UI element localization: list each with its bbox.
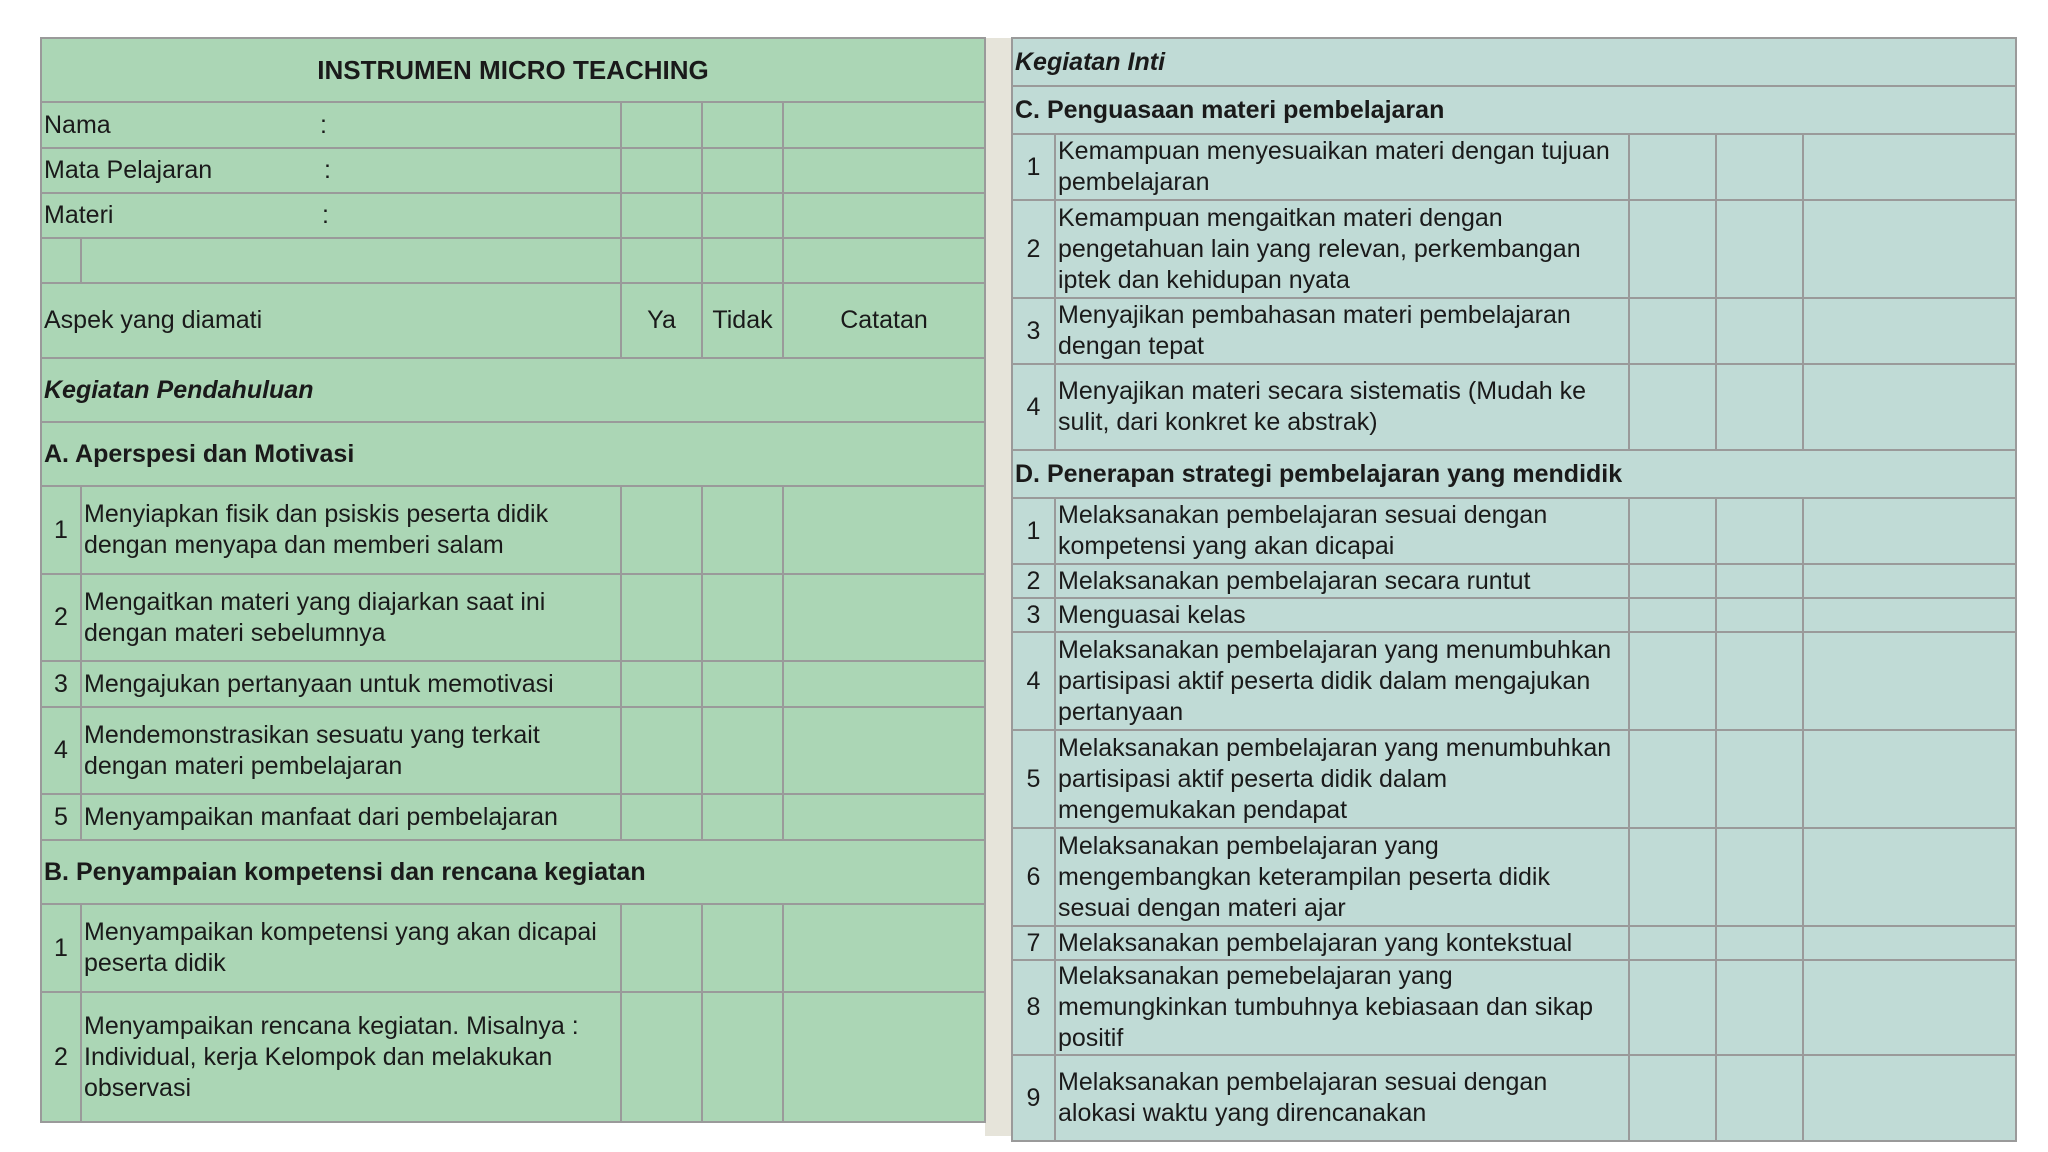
table-row	[1012, 134, 2016, 200]
item-number: 3	[1012, 298, 1055, 364]
checkbox-yes[interactable]	[621, 794, 702, 840]
checkbox-no[interactable]	[1716, 598, 1803, 632]
empty-cell	[783, 238, 985, 283]
table-row	[1012, 498, 2016, 564]
checkbox-yes[interactable]	[621, 904, 702, 992]
checkbox-yes[interactable]	[621, 992, 702, 1122]
opening-heading: Kegiatan Pendahuluan	[41, 358, 985, 422]
notes-cell[interactable]	[1803, 498, 2016, 564]
item-text: Melaksanakan pembelajaran sesuai dengan kompetensi yang akan dicapai	[1055, 498, 1629, 564]
checkbox-yes[interactable]	[621, 574, 702, 661]
notes-cell[interactable]	[783, 992, 985, 1122]
checkbox-yes[interactable]	[1629, 498, 1716, 564]
item-text: Melaksanakan pembelajaran yang menumbuhkan partisipasi aktif peserta didik dalam mengajukan pertanyaan	[1055, 632, 1629, 730]
checkbox-no[interactable]	[702, 661, 783, 707]
item-text: Menyampaikan rencana kegiatan. Misalnya : Individual, kerja Kelompok dan melakukan observasi	[81, 992, 621, 1122]
section-b-title: B. Penyampaian kompetensi dan rencana kegiatan	[41, 840, 985, 904]
header-notes: Catatan	[783, 283, 985, 358]
notes-cell[interactable]	[783, 661, 985, 707]
notes-cell[interactable]	[1803, 364, 2016, 450]
checkbox-no[interactable]	[702, 794, 783, 840]
section-b-row	[41, 840, 985, 904]
item-number: 6	[1012, 828, 1055, 926]
checkbox-no[interactable]	[702, 707, 783, 794]
identity-label: Nama	[44, 110, 111, 139]
identity-label: Materi	[44, 201, 114, 229]
notes-cell[interactable]	[1803, 632, 2016, 730]
checkbox-yes[interactable]	[1629, 364, 1716, 450]
instrument-table-right	[1011, 37, 2017, 1142]
item-number: 4	[1012, 364, 1055, 450]
checkbox-yes[interactable]	[1629, 730, 1716, 828]
notes-cell[interactable]	[783, 904, 985, 992]
table-row	[41, 794, 985, 840]
heading-row	[1012, 38, 2016, 86]
checkbox-no[interactable]	[1716, 632, 1803, 730]
item-number: 1	[1012, 498, 1055, 564]
item-text: Melaksanakan pembelajaran yang menumbuhkan partisipasi aktif peserta didik dalam mengemukakan pendapat	[1055, 730, 1629, 828]
checkbox-no[interactable]	[702, 992, 783, 1122]
notes-cell[interactable]	[1803, 1055, 2016, 1141]
checkbox-no[interactable]	[1716, 730, 1803, 828]
table-row	[1012, 960, 2016, 1055]
item-number: 4	[41, 707, 81, 794]
empty-cell[interactable]	[702, 148, 783, 193]
identity-name-cell[interactable]	[41, 102, 621, 148]
empty-cell[interactable]	[702, 193, 783, 238]
notes-cell[interactable]	[783, 486, 985, 574]
item-number: 3	[1012, 598, 1055, 632]
item-text: Menyajikan pembahasan materi pembelajaran dengan tepat	[1055, 298, 1629, 364]
notes-cell[interactable]	[1803, 730, 2016, 828]
table-row	[1012, 564, 2016, 598]
checkbox-yes[interactable]	[1629, 1055, 1716, 1141]
item-number: 5	[1012, 730, 1055, 828]
checkbox-no[interactable]	[1716, 1055, 1803, 1141]
item-number: 3	[41, 661, 81, 707]
checkbox-no[interactable]	[702, 904, 783, 992]
item-text: Menyiapkan fisik dan psiskis peserta didik dengan menyapa dan memberi salam	[81, 486, 621, 574]
checkbox-yes[interactable]	[1629, 564, 1716, 598]
title-row	[41, 38, 985, 102]
empty-cell	[41, 238, 81, 283]
table-row	[41, 992, 985, 1122]
checkbox-no[interactable]	[1716, 960, 1803, 1055]
checkbox-yes[interactable]	[1629, 134, 1716, 200]
identity-label: Mata Pelajaran	[44, 156, 213, 184]
table-row	[1012, 926, 2016, 960]
checkbox-no[interactable]	[1716, 926, 1803, 960]
checkbox-no[interactable]	[1716, 364, 1803, 450]
item-text: Melaksanakan pembelajaran yang mengembangkan keterampilan peserta didik sesuai dengan materi ajar	[1055, 828, 1629, 926]
checkbox-yes[interactable]	[1629, 960, 1716, 1055]
table-row	[41, 661, 985, 707]
checkbox-yes[interactable]	[1629, 926, 1716, 960]
checkbox-yes[interactable]	[621, 707, 702, 794]
item-number: 5	[41, 794, 81, 840]
header-yes: Ya	[621, 283, 702, 358]
empty-cell	[81, 238, 621, 283]
item-text: Menyajikan materi secara sistematis (Mudah ke sulit, dari konkret ke abstrak)	[1055, 364, 1629, 450]
item-number: 4	[1012, 632, 1055, 730]
empty-cell[interactable]	[621, 102, 702, 148]
table-row	[1012, 1055, 2016, 1141]
empty-cell[interactable]	[783, 193, 985, 238]
item-text: Menyampaikan kompetensi yang akan dicapai peserta didik	[81, 904, 621, 992]
item-number: 9	[1012, 1055, 1055, 1141]
item-text: Menguasai kelas	[1055, 598, 1629, 632]
notes-cell[interactable]	[1803, 598, 2016, 632]
column-header-row	[41, 283, 985, 358]
item-number: 1	[41, 904, 81, 992]
table-row	[41, 707, 985, 794]
table-row	[1012, 730, 2016, 828]
identity-separator: :	[324, 156, 331, 184]
item-text: Mengaitkan materi yang diajarkan saat ini dengan materi sebelumnya	[81, 574, 621, 661]
identity-subject-cell[interactable]	[41, 148, 621, 193]
notes-cell[interactable]	[783, 574, 985, 661]
notes-cell[interactable]	[1803, 960, 2016, 1055]
identity-separator: :	[320, 110, 327, 139]
checkbox-no[interactable]	[702, 486, 783, 574]
table-row	[41, 904, 985, 992]
table-row	[1012, 828, 2016, 926]
table-row	[1012, 598, 2016, 632]
item-number: 1	[1012, 134, 1055, 200]
table-row	[1012, 364, 2016, 450]
empty-cell	[621, 238, 702, 283]
empty-cell[interactable]	[702, 102, 783, 148]
item-number: 1	[41, 486, 81, 574]
section-d-title: D. Penerapan strategi pembelajaran yang mendidik	[1012, 450, 2016, 498]
item-text: Melaksanakan pemebelajaran yang memungkinkan tumbuhnya kebiasaan dan sikap positif	[1055, 960, 1629, 1055]
checkbox-yes[interactable]	[1629, 632, 1716, 730]
checkbox-yes[interactable]	[621, 486, 702, 574]
blank-row	[41, 238, 985, 283]
notes-cell[interactable]	[783, 707, 985, 794]
notes-cell[interactable]	[1803, 564, 2016, 598]
item-number: 2	[41, 574, 81, 661]
checkbox-no[interactable]	[1716, 828, 1803, 926]
checkbox-no[interactable]	[1716, 498, 1803, 564]
table-row	[41, 486, 985, 574]
checkbox-no[interactable]	[1716, 134, 1803, 200]
table-row	[41, 574, 985, 661]
table-row	[1012, 632, 2016, 730]
section-c-row	[1012, 86, 2016, 134]
identity-row-nama	[41, 102, 985, 148]
identity-row-mapel	[41, 148, 985, 193]
section-a-row	[41, 422, 985, 486]
item-number: 7	[1012, 926, 1055, 960]
checkbox-yes[interactable]	[1629, 828, 1716, 926]
checkbox-no[interactable]	[1716, 564, 1803, 598]
item-text: Melaksanakan pembelajaran sesuai dengan alokasi waktu yang direncanakan	[1055, 1055, 1629, 1141]
item-text: Mengajukan pertanyaan untuk memotivasi	[81, 661, 621, 707]
section-d-row	[1012, 450, 2016, 498]
item-text: Mendemonstrasikan sesuatu yang terkait dengan materi pembelajaran	[81, 707, 621, 794]
checkbox-no[interactable]	[1716, 200, 1803, 298]
checkbox-yes[interactable]	[1629, 598, 1716, 632]
empty-cell[interactable]	[621, 148, 702, 193]
item-text: Melaksanakan pembelajaran secara runtut	[1055, 564, 1629, 598]
empty-cell[interactable]	[621, 193, 702, 238]
notes-cell[interactable]	[1803, 926, 2016, 960]
notes-cell[interactable]	[1803, 134, 2016, 200]
checkbox-yes[interactable]	[1629, 200, 1716, 298]
checkbox-yes[interactable]	[621, 661, 702, 707]
checkbox-yes[interactable]	[1629, 298, 1716, 364]
notes-cell[interactable]	[1803, 200, 2016, 298]
checkbox-no[interactable]	[1716, 298, 1803, 364]
empty-cell[interactable]	[783, 102, 985, 148]
item-number: 8	[1012, 960, 1055, 1055]
core-heading: Kegiatan Inti	[1012, 38, 2016, 86]
item-number: 2	[1012, 200, 1055, 298]
header-no: Tidak	[702, 283, 783, 358]
identity-material-cell[interactable]	[41, 193, 621, 238]
checkbox-no[interactable]	[702, 574, 783, 661]
item-text: Melaksanakan pembelajaran yang kontekstual	[1055, 926, 1629, 960]
item-number: 2	[41, 992, 81, 1122]
item-text: Kemampuan mengaitkan materi dengan pengetahuan lain yang relevan, perkembangan iptek dan kehidupan nyata	[1055, 200, 1629, 298]
item-text: Menyampaikan manfaat dari pembelajaran	[81, 794, 621, 840]
identity-row-materi	[41, 193, 985, 238]
empty-cell[interactable]	[783, 148, 985, 193]
item-number: 2	[1012, 564, 1055, 598]
notes-cell[interactable]	[1803, 828, 2016, 926]
section-c-title: C. Penguasaan materi pembelajaran	[1012, 86, 2016, 134]
heading-row	[41, 358, 985, 422]
instrument-title: INSTRUMEN MICRO TEACHING	[41, 38, 985, 102]
identity-separator: :	[322, 201, 329, 229]
item-text: Kemampuan menyesuaikan materi dengan tujuan pembelajaran	[1055, 134, 1629, 200]
table-row	[1012, 298, 2016, 364]
instrument-table-left	[40, 37, 986, 1123]
section-a-title: A. Aperspesi dan Motivasi	[41, 422, 985, 486]
empty-cell	[702, 238, 783, 283]
header-aspect: Aspek yang diamati	[41, 283, 621, 358]
notes-cell[interactable]	[783, 794, 985, 840]
table-row	[1012, 200, 2016, 298]
notes-cell[interactable]	[1803, 298, 2016, 364]
